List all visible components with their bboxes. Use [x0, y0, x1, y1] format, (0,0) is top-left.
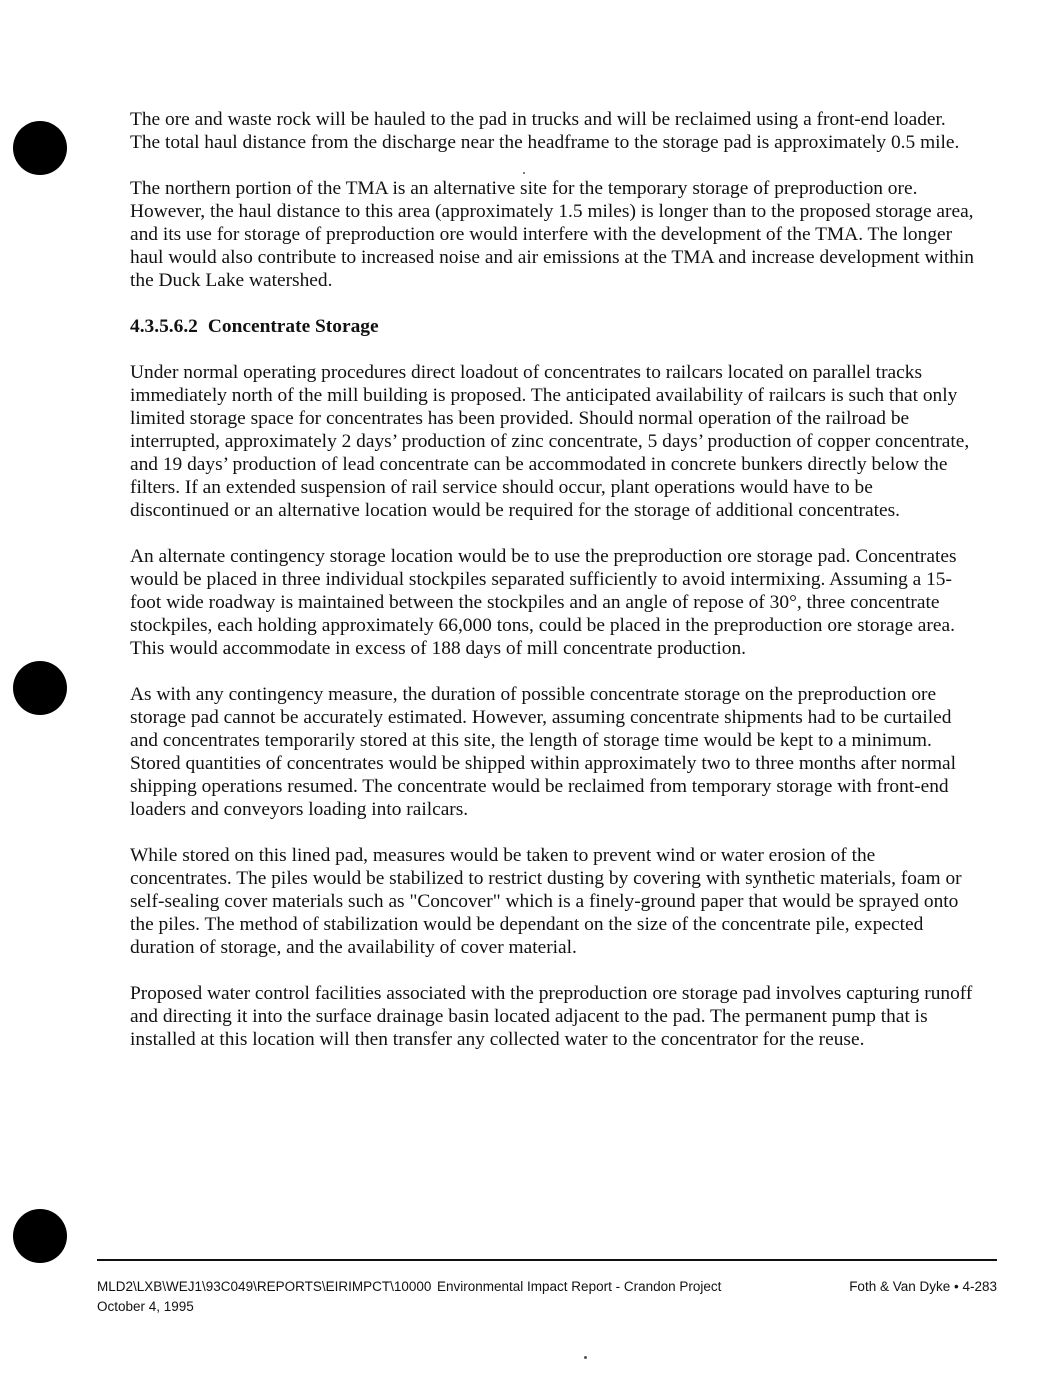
punch-hole-top — [13, 121, 67, 175]
paragraph-haul-distance: The ore and waste rock will be hauled to the pad in trucks and will be reclaimed using a front-end loader. The total haul distance from the discharge near the headframe to the storage pad is approximately 0.5 mile. — [130, 109, 960, 153]
paragraph-contingency-location: An alternate contingency storage location would be to use the preproduction ore storage pad. Concentrates would be placed in three individual stockpiles separated sufficiently to avoid intermixing. Assuming a 15-foot wide roadway is maintained between the stockpiles and an angle of repose of 30°, three concentrate stockpiles, each holding approximately 66,000 tons, could be placed in the preproduction ore storage area. This would accommodate in excess of 188 days of mill concentrate production. — [130, 546, 957, 659]
footer-document-title: Environmental Impact Report - Crandon Project — [437, 1279, 722, 1294]
paragraph-storage-duration: As with any contingency measure, the duration of possible concentrate storage on the preproduction ore storage pad cannot be accurately estimated. However, assuming concentrate shipments had to be curtailed and concentrates temporarily stored at this site, the length of storage time would be kept to a minimum. Stored quantities of concentrates would be shipped within approximately two to three months after normal shipping operations resumed. The concentrate would be reclaimed from temporary storage with front-end loaders and conveyors loading into railcars. — [130, 684, 957, 820]
section-heading — [130, 315, 975, 338]
footer-date: October 4, 1995 — [97, 1299, 194, 1314]
paragraph-water-control: Proposed water control facilities associated with the preproduction ore storage pad involves capturing runoff and directing it into the surface drainage basin located adjacent to the pad. The permanent pump that is installed at this location will then transfer any collected water to the concentrator for the reuse. — [130, 983, 973, 1050]
footer-company-page-number: Foth & Van Dyke • 4-283 — [849, 1279, 997, 1294]
punch-hole-middle — [13, 661, 67, 715]
section-number: 4.3.5.6.2 — [130, 316, 198, 337]
scan-speck — [523, 172, 525, 174]
page-body — [130, 108, 975, 1074]
paragraph-tma-alternative: The northern portion of the TMA is an alternative site for the temporary storage of preproduction ore. However, the haul distance to this area (approximately 1.5 miles) is longer than to the proposed storage area, and its use for storage of preproduction ore would interfere with the development of the TMA. The longer haul would also contribute to increased noise and air emissions at the TMA and increase development within the Duck Lake watershed. — [130, 178, 975, 291]
paragraph-normal-operations: Under normal operating procedures direct loadout of concentrates to railcars located on parallel tracks immediately north of the mill building is proposed. The anticipated availability of railcars is such that only limited storage space for concentrates has been provided. Should normal operation of the railroad be interrupted, approximately 2 days’ production of zinc concentrate, 5 days’ production of copper concentrate, and 19 days’ production of lead concentrate can be accommodated in concrete bunkers directly below the filters. If an extended suspension of rail service should occur, plant operations would have to be discontinued or an alternative location would be required for the storage of additional concentrates. — [130, 362, 970, 521]
section-title: Concentrate Storage — [207, 316, 379, 337]
scan-speck — [584, 1356, 587, 1359]
punch-hole-bottom — [13, 1209, 67, 1263]
paragraph-erosion-control: While stored on this lined pad, measures would be taken to prevent wind or water erosion of the concentrates. The piles would be stabilized to restrict dusting by covering with synthetic materials, foam or self-sealing cover materials such as "Concover" which is a finely-ground paper that would be sprayed onto the piles. The method of stabilization would be dependant on the size of the concentrate pile, expected duration of storage, and the availability of cover material. — [130, 845, 962, 958]
footer-file-path: MLD2\LXB\WEJ1\93C049\REPORTS\EIRIMPCT\10000 — [97, 1279, 432, 1294]
footer-divider — [97, 1259, 997, 1261]
